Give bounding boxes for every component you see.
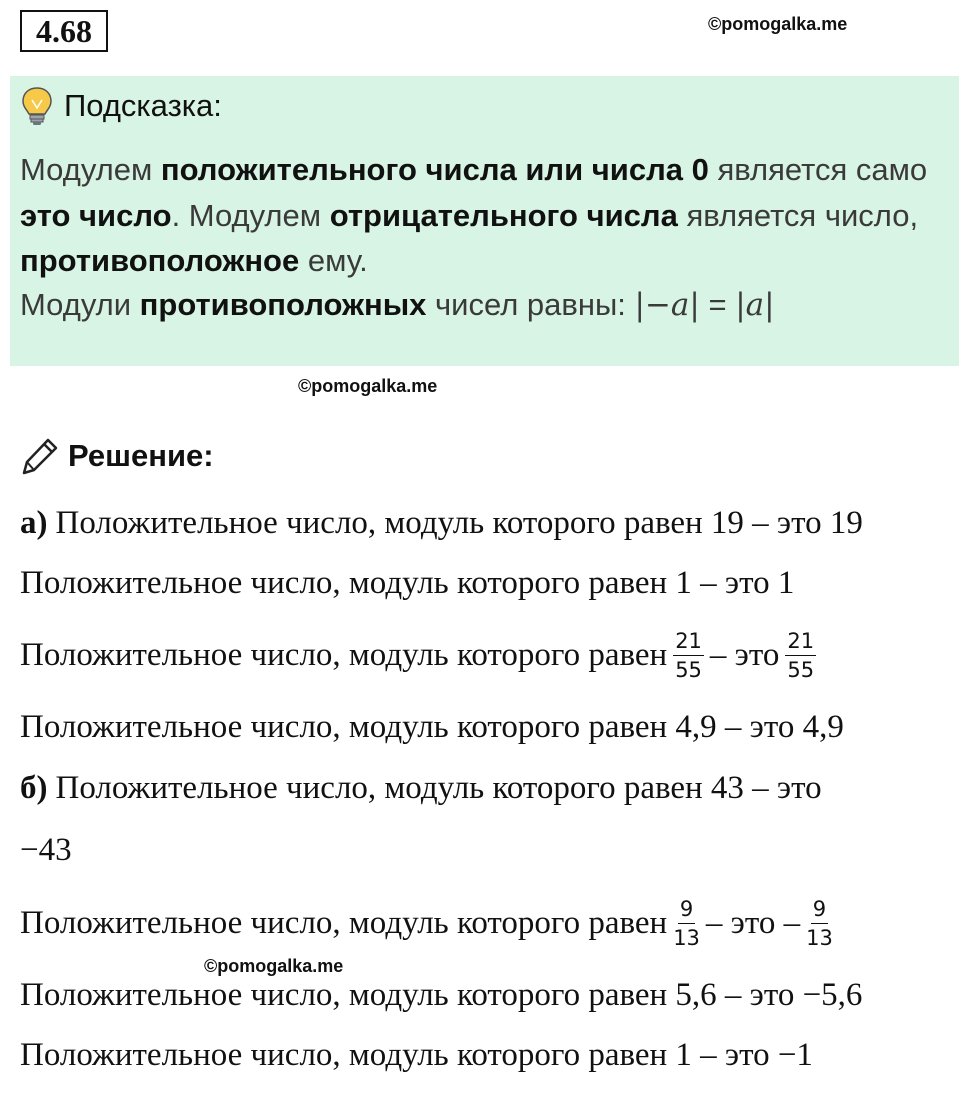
solution-title <box>20 434 214 478</box>
hint-title <box>20 86 222 126</box>
formula-left: |−a| <box>634 287 700 323</box>
solution-line-b3: Положительное число, модуль которого равен 5,6 – это −5,6 <box>20 977 863 1013</box>
formula-right: |a| <box>735 287 775 323</box>
hint-line-2: это число. Модулем отрицательного числа является число, <box>20 198 919 233</box>
fraction: $\frac{21}{55}$ <box>787 628 815 682</box>
hint-title-text: Подсказка: <box>64 88 222 123</box>
solution-title-text: Решение: <box>68 438 214 473</box>
solution-line-b2: Положительное число, модуль которого равен $\frac{9}{13}$ – это – $\frac{9}{13}$ <box>20 896 833 950</box>
fraction: $\frac{21}{55}$ <box>675 628 702 682</box>
task-number: 4.68 <box>20 10 108 52</box>
pencil-icon <box>20 436 60 476</box>
fraction: $\frac{9}{13}$ <box>806 896 833 950</box>
solution-line-a3: Положительное число, модуль которого равен $\frac{21}{55}$ – это $\frac{21}{55}$ <box>20 628 815 682</box>
hint-line-3: противоположное ему. <box>20 243 368 278</box>
solution-line-b1: б) Положительное число, модуль которого равен 43 – это <box>20 770 822 806</box>
solution-line-b1-cont: −43 <box>20 832 72 868</box>
watermark: ©pomogalka.me <box>708 14 848 34</box>
lightbulb-icon <box>20 86 54 126</box>
solution-line-a1: а) Положительное число, модуль которого равен 19 – это 19 <box>20 505 863 541</box>
solution-line-b4: Положительное число, модуль которого равен 1 – это −1 <box>20 1037 813 1073</box>
solution-line-a4: Положительное число, модуль которого равен 4,9 – это 4,9 <box>20 709 844 745</box>
solution-line-a2: Положительное число, модуль которого равен 1 – это 1 <box>20 565 795 601</box>
watermark: ©pomogalka.me <box>204 956 344 976</box>
watermark: ©pomogalka.me <box>298 376 438 396</box>
hint-line-1: Модулем положительного числа или числа 0 является само <box>20 152 928 187</box>
fraction: $\frac{9}{13}$ <box>673 896 700 950</box>
hint-line-4: Модули противоположных чисел равны: |−a| = |a| <box>20 287 775 323</box>
